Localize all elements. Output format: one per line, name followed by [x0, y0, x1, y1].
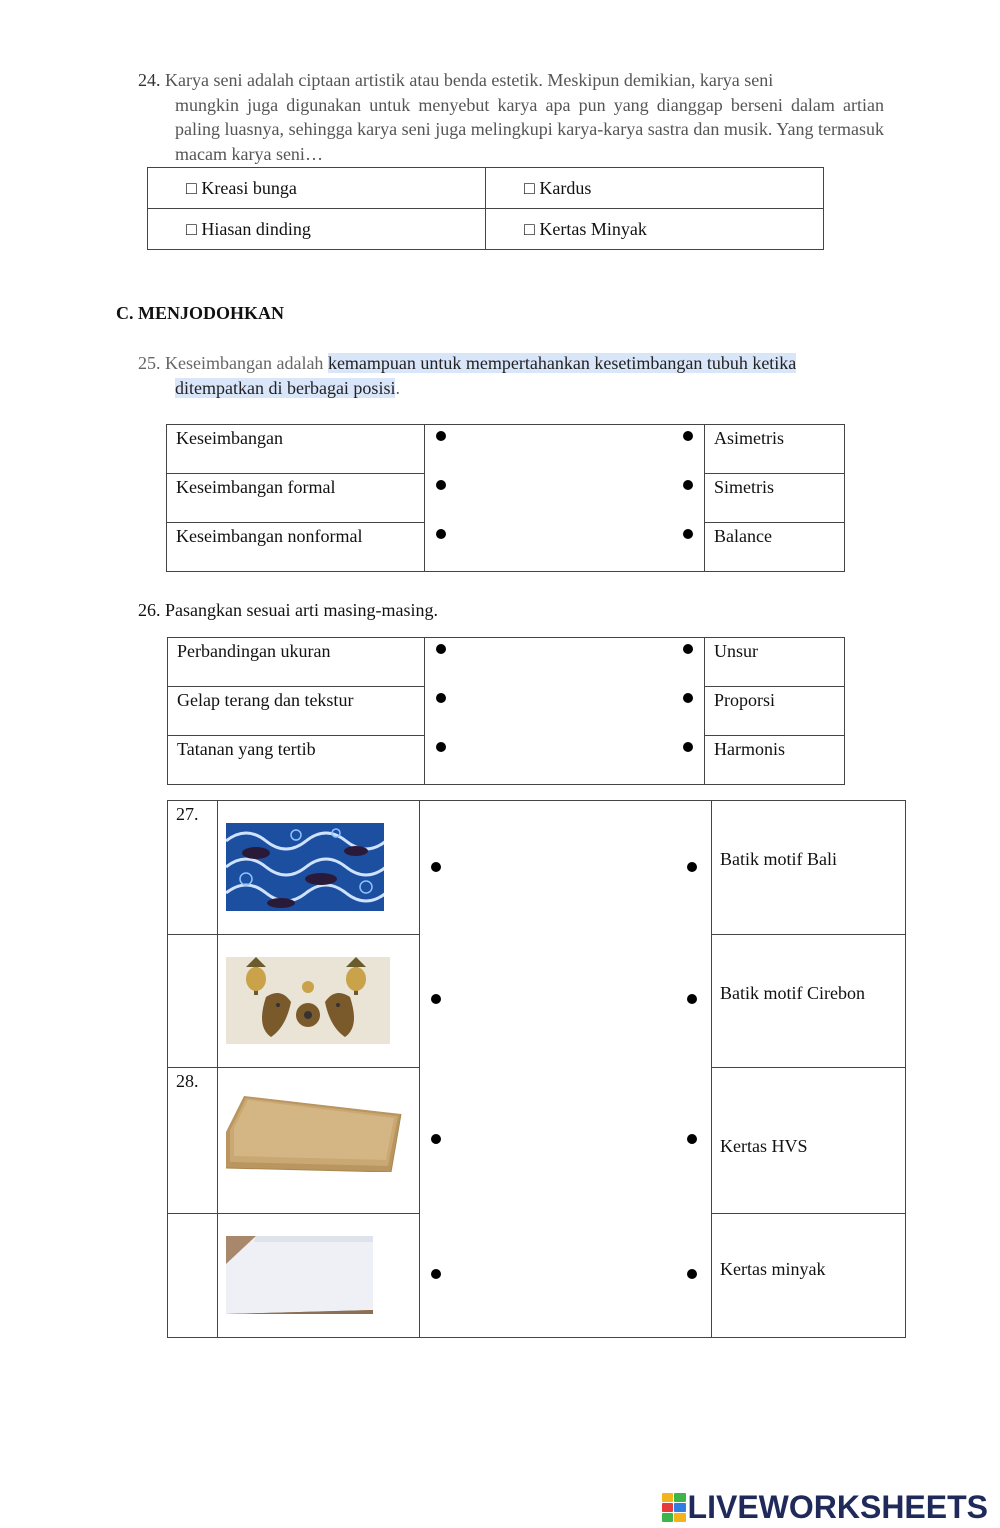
question-25-text: Keseimbangan adalah	[165, 353, 328, 373]
item-number: 28.	[168, 1068, 218, 1214]
question-24-options	[147, 167, 824, 250]
match-connector-area	[420, 1214, 712, 1338]
option-checkbox[interactable]: □ Hiasan dinding	[148, 209, 486, 250]
match-dot-right[interactable]	[683, 742, 693, 752]
kertas-minyak-image	[226, 1092, 404, 1172]
match-dot-left[interactable]	[436, 742, 446, 752]
match-left-item: Keseimbangan	[167, 425, 425, 474]
match-left-item: Perbandingan ukuran	[168, 638, 425, 687]
match-connector-area	[425, 687, 705, 736]
match-connector-area	[420, 935, 712, 1068]
image-cell	[218, 1068, 420, 1214]
logo-text: LIVEWORKSHEETS	[687, 1489, 988, 1525]
match-left-item: Gelap terang dan tekstur	[168, 687, 425, 736]
item-number: 27.	[168, 801, 218, 935]
match-answer: Batik motif Cirebon	[712, 935, 906, 1068]
match-answer: Kertas minyak	[712, 1214, 906, 1338]
match-connector-area	[425, 736, 705, 785]
match-dot-right[interactable]	[687, 994, 697, 1004]
question-26-label: 26. Pasangkan sesuai arti masing-masing.	[138, 600, 438, 620]
match-dot-right[interactable]	[687, 862, 697, 872]
match-right-item: Harmonis	[705, 736, 845, 785]
highlighted-text: ditempatkan di berbagai posisi	[175, 377, 396, 398]
match-connector-area	[425, 425, 705, 474]
question-25-match-table	[166, 424, 845, 572]
image-cell	[218, 801, 420, 935]
image-cell	[218, 935, 420, 1068]
image-match-table	[167, 800, 906, 1338]
highlighted-text: kemampuan untuk mempertahankan kesetimbangan tubuh ketika	[327, 353, 797, 373]
match-answer: Batik motif Bali	[712, 801, 906, 935]
match-right-item: Unsur	[705, 638, 845, 687]
match-dot-left[interactable]	[436, 431, 446, 441]
match-dot-right[interactable]	[687, 1269, 697, 1279]
section-c-title: C. MENJODOHKAN	[116, 303, 284, 323]
liveworksheets-logo	[662, 1489, 988, 1526]
match-dot-right[interactable]	[683, 480, 693, 490]
match-dot-right[interactable]	[683, 529, 693, 539]
liveworksheets-logo-icon	[662, 1493, 686, 1523]
batik-megamendung-image	[226, 823, 384, 911]
match-right-item: Balance	[705, 523, 845, 572]
match-connector-area	[425, 638, 705, 687]
question-24-number: 24.	[138, 70, 161, 90]
question-25-number: 25.	[138, 353, 161, 373]
image-cell	[218, 1214, 420, 1338]
match-dot-left[interactable]	[431, 994, 441, 1004]
match-right-item: Proporsi	[705, 687, 845, 736]
match-dot-right[interactable]	[683, 644, 693, 654]
question-25	[138, 351, 884, 400]
item-number	[168, 935, 218, 1068]
match-right-item: Simetris	[705, 474, 845, 523]
item-number	[168, 1214, 218, 1338]
match-dot-left[interactable]	[436, 693, 446, 703]
match-left-item: Keseimbangan nonformal	[167, 523, 425, 572]
match-answer: Kertas HVS	[712, 1068, 906, 1214]
question-26-match-table	[167, 637, 845, 785]
question-24-text-first: Karya seni adalah ciptaan artistik atau benda estetik. Meskipun demikian, karya seni	[165, 70, 774, 90]
question-24	[138, 68, 884, 166]
match-dot-left[interactable]	[436, 644, 446, 654]
batik-bali-image	[226, 957, 390, 1044]
match-dot-right[interactable]	[683, 431, 693, 441]
match-dot-left[interactable]	[431, 1134, 441, 1144]
match-dot-left[interactable]	[436, 529, 446, 539]
match-right-item: Asimetris	[705, 425, 845, 474]
match-connector-area	[425, 523, 705, 572]
match-left-item: Tatanan yang tertib	[168, 736, 425, 785]
question-24-text-rest: mungkin juga digunakan untuk menyebut karya apa pun yang dianggap berseni dalam artian paling luasnya, sehingga karya seni juga melingkupi karya-karya sastra dan musik. Yang termasuk macam karya seni…	[175, 94, 884, 164]
period: .	[395, 377, 400, 398]
match-connector-area	[420, 801, 712, 935]
match-dot-left[interactable]	[431, 862, 441, 872]
option-checkbox[interactable]: □ Kardus	[486, 168, 824, 209]
match-dot-right[interactable]	[683, 693, 693, 703]
match-dot-left[interactable]	[436, 480, 446, 490]
option-checkbox[interactable]: □ Kreasi bunga	[148, 168, 486, 209]
match-connector-area	[420, 1068, 712, 1214]
option-checkbox[interactable]: □ Kertas Minyak	[486, 209, 824, 250]
kertas-hvs-image	[226, 1236, 373, 1314]
match-dot-right[interactable]	[687, 1134, 697, 1144]
match-dot-left[interactable]	[431, 1269, 441, 1279]
match-connector-area	[425, 474, 705, 523]
match-left-item: Keseimbangan formal	[167, 474, 425, 523]
